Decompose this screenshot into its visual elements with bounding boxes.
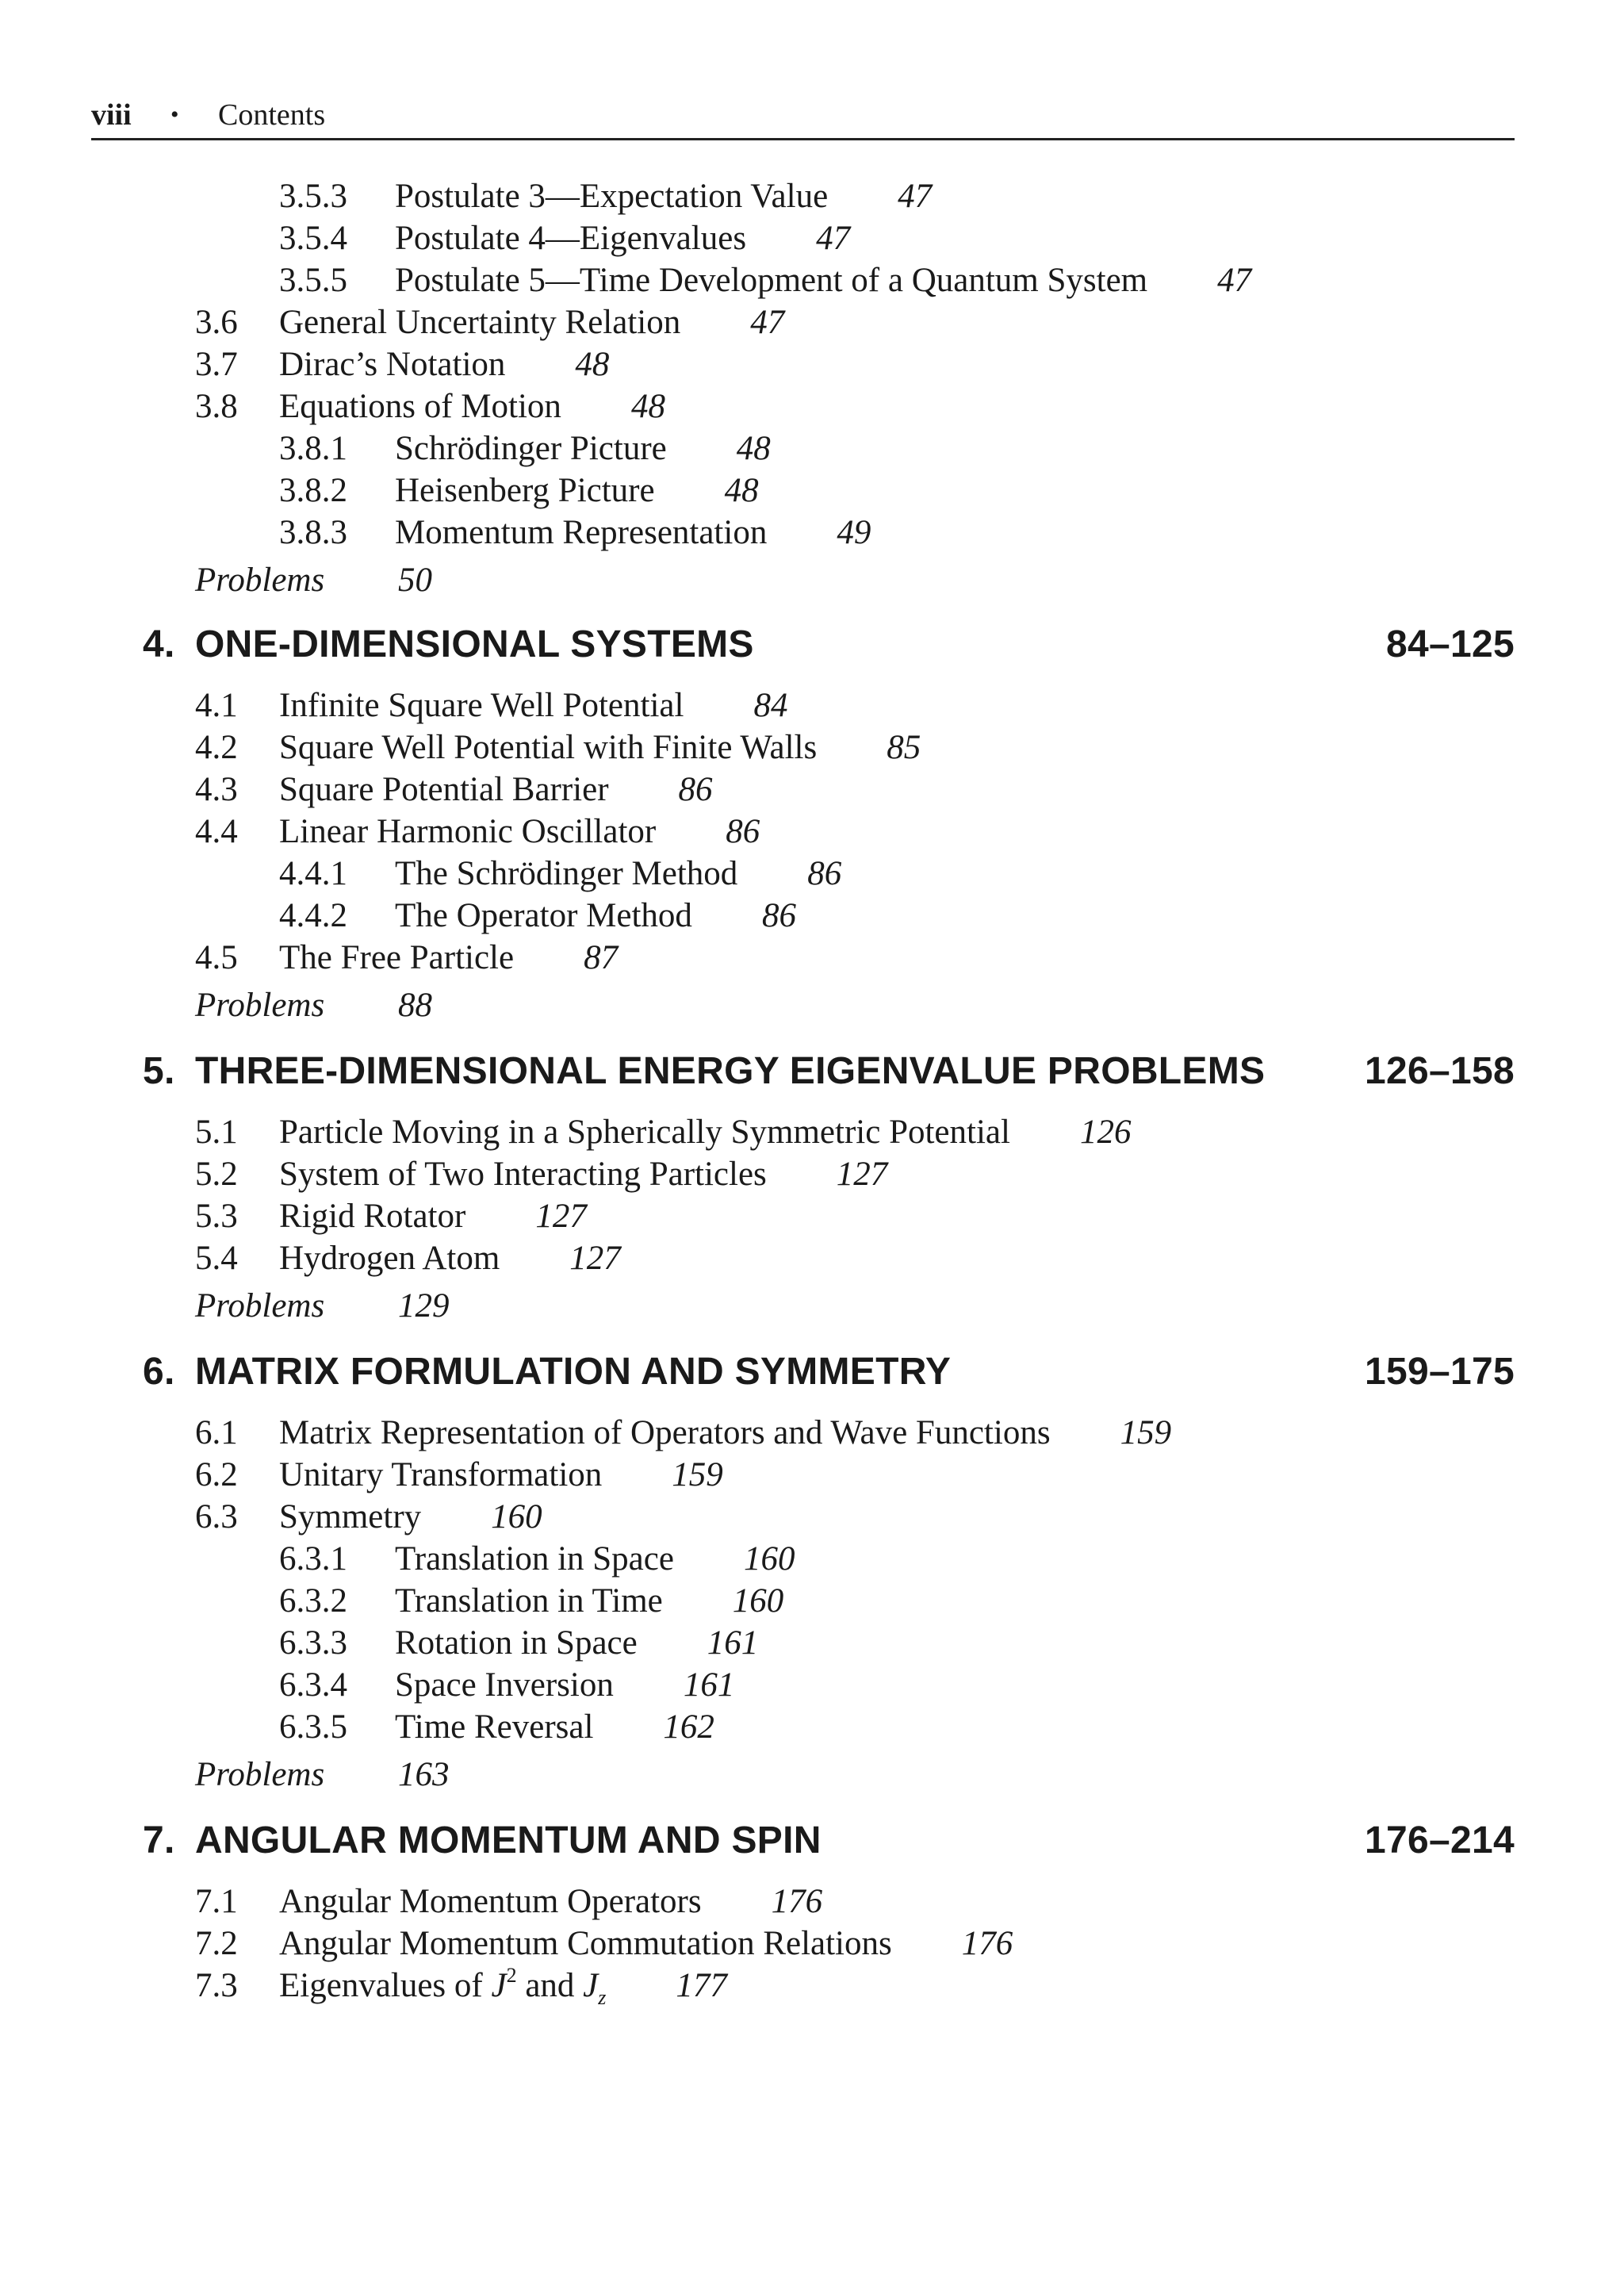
section-title: General Uncertainty Relation 47 (279, 304, 785, 341)
page-number: 84 (753, 687, 788, 724)
page-number: 177 (676, 1967, 727, 2004)
section-title: Matrix Representation of Operators and Wave Functions 159 (279, 1414, 1172, 1451)
section-title: Equations of Motion 48 (279, 388, 665, 425)
section-title: Translation in Time 160 (395, 1582, 784, 1620)
chapter-title: THREE-DIMENSIONAL ENERGY EIGENVALUE PROBLEMS (195, 1050, 1266, 1092)
page-number: 48 (724, 472, 759, 509)
section-title: Postulate 4—Eigenvalues 47 (395, 220, 851, 257)
section-title: Unitary Transformation 159 (279, 1456, 723, 1493)
problems-label: Problems (195, 1287, 325, 1325)
page-number: 85 (887, 729, 921, 766)
section-title: Hydrogen Atom 127 (279, 1240, 621, 1277)
section-title: Rigid Rotator 127 (279, 1198, 587, 1235)
section-title: Eigenvalues of $J^2$ and $J_z$ 177 (279, 1964, 727, 2009)
section-title: Infinite Square Well Potential 84 (279, 687, 788, 724)
section-number: 5.2 (195, 1156, 238, 1193)
page-number: 127 (836, 1156, 888, 1193)
page-header (91, 94, 1515, 136)
section-number: 4.4.2 (279, 897, 347, 934)
page-number: 47 (750, 304, 785, 341)
section-number: 3.8 (195, 388, 238, 425)
page-number: 48 (736, 430, 771, 467)
section-title: Translation in Space 160 (395, 1540, 795, 1578)
section-number: 4.4 (195, 813, 238, 850)
section-number: 5.4 (195, 1240, 238, 1277)
section-title: Time Reversal 162 (395, 1708, 714, 1746)
section-number: 5.1 (195, 1114, 238, 1151)
section-number: 4.1 (195, 687, 238, 724)
page-number: 161 (707, 1624, 759, 1662)
section-number: 3.8.3 (279, 514, 347, 551)
page-number: 159 (672, 1456, 723, 1493)
page-number: 127 (569, 1240, 621, 1277)
section-number: 6.3.4 (279, 1666, 347, 1704)
section-number: 3.7 (195, 346, 238, 383)
section-number: 3.5.4 (279, 220, 347, 257)
chapter-page-range: 126–158 (1365, 1050, 1515, 1092)
page-number: 49 (837, 514, 871, 551)
chapter-heading (0, 1348, 1624, 1396)
section-title: Postulate 5—Time Development of a Quantum System 47 (395, 262, 1252, 299)
section-number: 7.3 (195, 1967, 238, 2004)
running-title: Contents (218, 98, 326, 132)
section-number: 3.8.2 (279, 472, 347, 509)
page-number: 176 (771, 1883, 823, 1920)
chapter-number: 5. (143, 1050, 175, 1092)
chapter-heading (0, 1817, 1624, 1865)
page-number: 160 (732, 1582, 784, 1620)
section-title: Space Inversion 161 (395, 1666, 735, 1704)
page-number: 160 (743, 1540, 795, 1578)
page-number: 162 (663, 1708, 714, 1746)
section-number: 3.8.1 (279, 430, 347, 467)
header-rule (91, 138, 1515, 140)
page-number: 86 (761, 897, 796, 934)
problems-label: Problems (195, 1756, 325, 1793)
section-number: 6.3.3 (279, 1624, 347, 1662)
page-number: 47 (898, 178, 933, 215)
section-title: Linear Harmonic Oscillator 86 (279, 813, 760, 850)
section-title: Square Potential Barrier 86 (279, 771, 713, 808)
chapter-heading (0, 1048, 1624, 1095)
section-number: 6.3.5 (279, 1708, 347, 1746)
page-number: 127 (535, 1198, 587, 1235)
section-title: Symmetry 160 (279, 1498, 542, 1535)
page-number: 160 (491, 1498, 542, 1535)
section-title: Rotation in Space 161 (395, 1624, 759, 1662)
section-title: Momentum Representation 49 (395, 514, 871, 551)
page-number: 159 (1120, 1414, 1172, 1451)
section-number: 4.2 (195, 729, 238, 766)
section-number: 4.3 (195, 771, 238, 808)
section-title: Heisenberg Picture 48 (395, 472, 759, 509)
section-title: The Schrödinger Method 86 (395, 855, 842, 892)
section-number: 3.6 (195, 304, 238, 341)
page-folio: viii (91, 98, 132, 132)
page-number: 87 (584, 939, 619, 976)
section-number: 6.3.1 (279, 1540, 347, 1578)
section-title: The Operator Method 86 (395, 897, 796, 934)
chapter-page-range: 159–175 (1365, 1351, 1515, 1393)
section-title: System of Two Interacting Particles 127 (279, 1156, 888, 1193)
page-number: 48 (630, 388, 665, 425)
section-number: 7.2 (195, 1925, 238, 1962)
page-number: 86 (807, 855, 842, 892)
chapter-page-range: 176–214 (1365, 1819, 1515, 1861)
section-number: 4.5 (195, 939, 238, 976)
page-number: 47 (1217, 262, 1252, 299)
page-number: 161 (683, 1666, 735, 1704)
section-title: Dirac’s Notation 48 (279, 346, 610, 383)
page-number: 126 (1079, 1114, 1132, 1151)
chapter-title: MATRIX FORMULATION AND SYMMETRY (195, 1351, 952, 1393)
section-number: 5.3 (195, 1198, 238, 1235)
chapter-title: ONE-DIMENSIONAL SYSTEMS (195, 623, 754, 665)
chapter-page-range: 84–125 (1386, 623, 1515, 665)
chapter-number: 7. (143, 1819, 175, 1861)
problems-label: Problems (195, 562, 325, 599)
section-title: The Free Particle 87 (279, 939, 619, 976)
chapter-title: ANGULAR MOMENTUM AND SPIN (195, 1819, 822, 1861)
page-number: 86 (678, 771, 713, 808)
section-number: 6.3 (195, 1498, 238, 1535)
section-number: 6.1 (195, 1414, 238, 1451)
section-number: 3.5.3 (279, 178, 347, 215)
section-title: Square Well Potential with Finite Walls 85 (279, 729, 921, 766)
section-number: 7.1 (195, 1883, 238, 1920)
chapter-heading (0, 621, 1624, 669)
section-number: 6.3.2 (279, 1582, 347, 1620)
section-title: Particle Moving in a Spherically Symmetric Potential 126 (279, 1114, 1132, 1151)
header-bullet: • (170, 102, 179, 128)
chapter-number: 4. (143, 623, 175, 665)
section-title: Angular Momentum Commutation Relations 176 (279, 1925, 1013, 1962)
problems-page: 50 (398, 562, 432, 599)
page-number: 47 (816, 220, 851, 257)
section-title: Angular Momentum Operators 176 (279, 1883, 823, 1920)
problems-page: 129 (398, 1287, 450, 1325)
section-title: Postulate 3—Expectation Value 47 (395, 178, 933, 215)
problems-page: 163 (398, 1756, 450, 1793)
section-number: 6.2 (195, 1456, 238, 1493)
section-title: Schrödinger Picture 48 (395, 430, 771, 467)
section-number: 3.5.5 (279, 262, 347, 299)
problems-label: Problems (195, 987, 325, 1024)
chapter-number: 6. (143, 1351, 175, 1393)
page-number: 48 (575, 346, 610, 383)
page-number: 176 (961, 1925, 1013, 1962)
problems-page: 88 (398, 987, 432, 1024)
section-number: 4.4.1 (279, 855, 347, 892)
page-number: 86 (726, 813, 760, 850)
